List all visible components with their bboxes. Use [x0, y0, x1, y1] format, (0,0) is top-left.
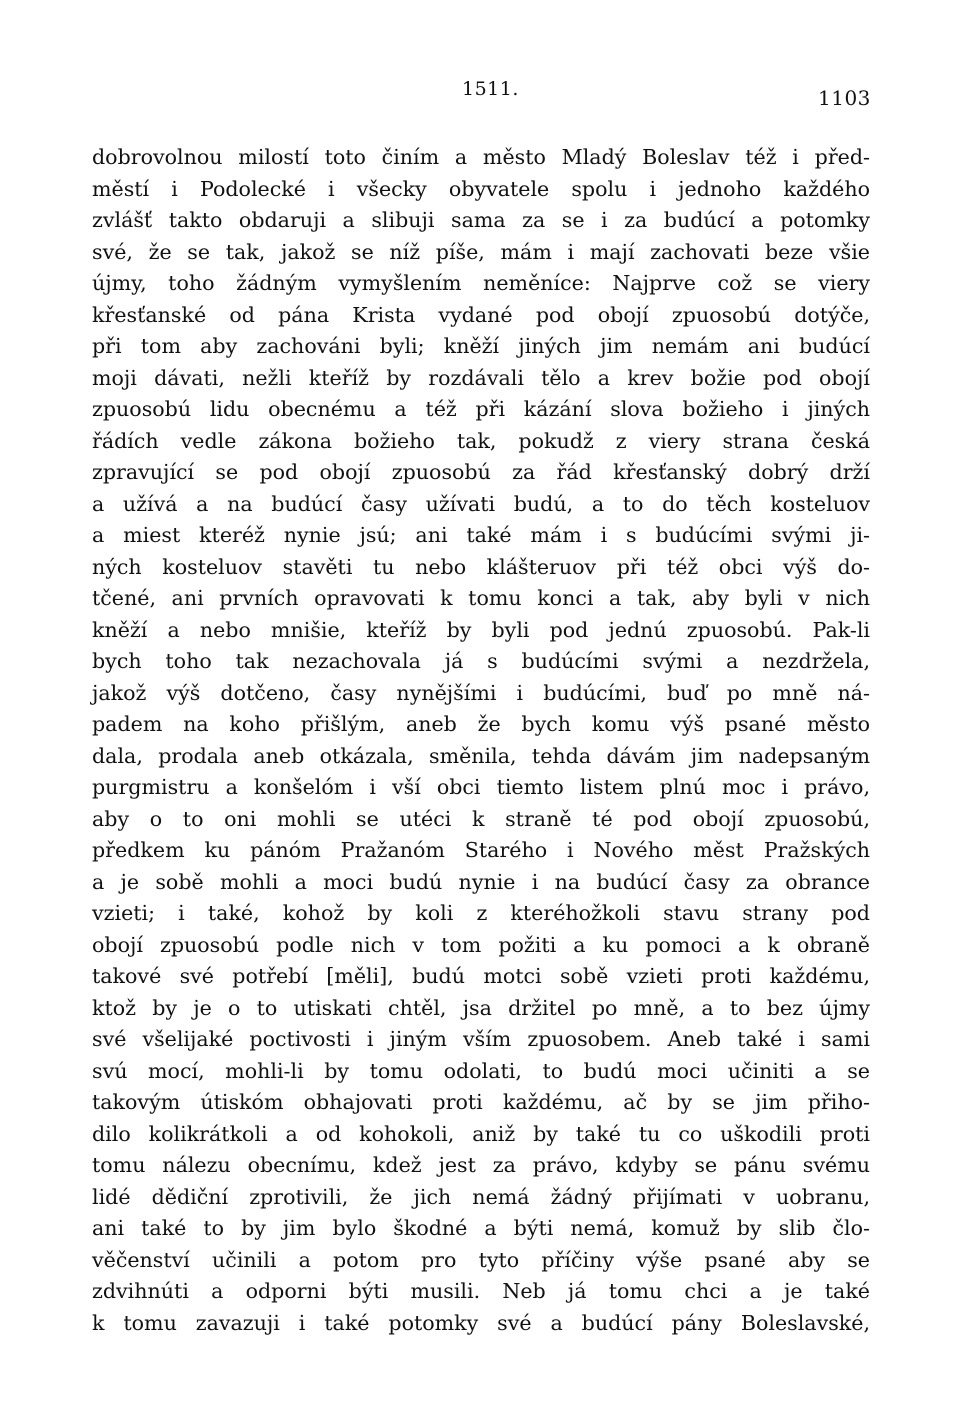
text-line: aby o to oni mohli se utéci k straně té pod obojí zpuosobú, [92, 806, 870, 831]
text-line: bych toho tak nezachovala já s budúcími svými a nezdržela, [92, 649, 870, 673]
text-line: k tomu zavazuji i také potomky své a budúcí pány Boleslavské, [92, 1310, 870, 1335]
text-line: zpravující se pod obojí zpuosobú za řád křesťanský dobrý drží [92, 460, 870, 484]
text-line: zvlášť takto obdaruji a slibuji sama za se i za budúcí a potomky [92, 208, 870, 232]
text-line: dilo kolikrátkoli a od kohokoli, aniž by také tu co uškodili proti [92, 1121, 870, 1146]
page-number: 1103 [818, 86, 871, 110]
text-line: své všelijaké poctivosti i jiným vším zpuosobem. Aneb také i sami [92, 1027, 870, 1051]
text-line: takové své potřebí [měli], budú motci sobě vzieti proti každému, [92, 964, 870, 988]
text-line: předkem ku pánóm Pražanóm Starého i Nového měst Pražských [92, 838, 870, 862]
running-head [0, 78, 960, 108]
text-line: dala, prodala aneb otkázala, směnila, tehda dávám jim nadepsaným [92, 743, 870, 768]
text-line: a užívá a na budúcí časy užívati budú, a to do těch kosteluov [92, 491, 870, 516]
text-line: újmy, toho žádným vymyšlením neměníce: Najprve což se viery [92, 271, 870, 295]
body-text [92, 142, 870, 1339]
text-line: křesťanské od pána Krista vydané pod obojí zpuosobú dotýče, [92, 302, 870, 327]
text-line: padem na koho přišlým, aneb že bych komu výš psané město [92, 712, 870, 736]
text-line: kněží a nebo mnišie, kteříž by byli pod jednú zpuosobú. Pak-li [92, 617, 870, 642]
text-line: ani také to by jim bylo škodné a býti nemá, komuž by slib člo- [92, 1216, 870, 1240]
text-line: tčené, ani prvních opravovati k tomu konci a tak, aby byli v nich [92, 586, 870, 610]
text-line: zdvihnúti a odporni býti musili. Neb já tomu chci a je také [92, 1279, 870, 1303]
text-line: obojí zpuosobú podle nich v tom požiti a ku pomoci a k obraně [92, 932, 870, 957]
text-line: řádích vedle zákona božieho tak, pokudž z viery strana česká [92, 428, 870, 453]
text-line: takovým útiskóm obhajovati proti každému, ač by se jim přiho- [92, 1090, 870, 1114]
text-line: a miest kteréž nynie jsú; ani také mám i s budúcími svými ji- [92, 523, 870, 547]
text-line: dobrovolnou milostí toto činím a město Mladý Boleslav též i před- [92, 145, 870, 169]
text-line: lidé dědiční zprotivili, že jich nemá žádný přijímati v uobranu, [92, 1184, 870, 1209]
text-line: ných kosteluov stavěti tu nebo klášteruov při též obci výš do- [92, 554, 870, 579]
text-line: vzieti; i také, kohož by koli z kteréhožkoli stavu strany pod [92, 901, 870, 925]
text-line: purgmistru a konšelóm i vší obci tiemto listem plnú moc i právo, [92, 775, 870, 799]
text-line: svú mocí, mohli-li by tomu odolati, to budú moci učiniti a se [92, 1058, 870, 1083]
text-line: tomu nálezu obecnímu, kdež jest za právo, kdyby se pánu svému [92, 1153, 870, 1177]
text-line: zpuosobú lidu obecnému a též při kázání slova božieho i jiných [92, 397, 870, 421]
text-line: své, že se tak, jakož se níž píše, mám i mají zachovati beze všie [92, 239, 870, 264]
text-line: jakož výš dotčeno, časy nynějšími i budúcími, buď po mně ná- [92, 680, 870, 705]
year-heading: 1511. [462, 78, 519, 100]
text-line: věčenství učinili a potom pro tyto příčiny výše psané aby se [92, 1247, 870, 1272]
text-line: ktož by je o to utiskati chtěl, jsa držitel po mně, a to bez újmy [92, 995, 870, 1020]
text-line: při tom aby zachováni byli; kněží jiných jim nemám ani budúcí [92, 334, 870, 358]
text-line: moji dávati, nežli kteříž by rozdávali tělo a krev božie pod obojí [92, 365, 870, 390]
text-line: a je sobě mohli a moci budú nynie i na budúcí časy za obrance [92, 869, 870, 894]
text-line: městí i Podolecké i všecky obyvatele spolu i jednoho každého [92, 176, 870, 201]
